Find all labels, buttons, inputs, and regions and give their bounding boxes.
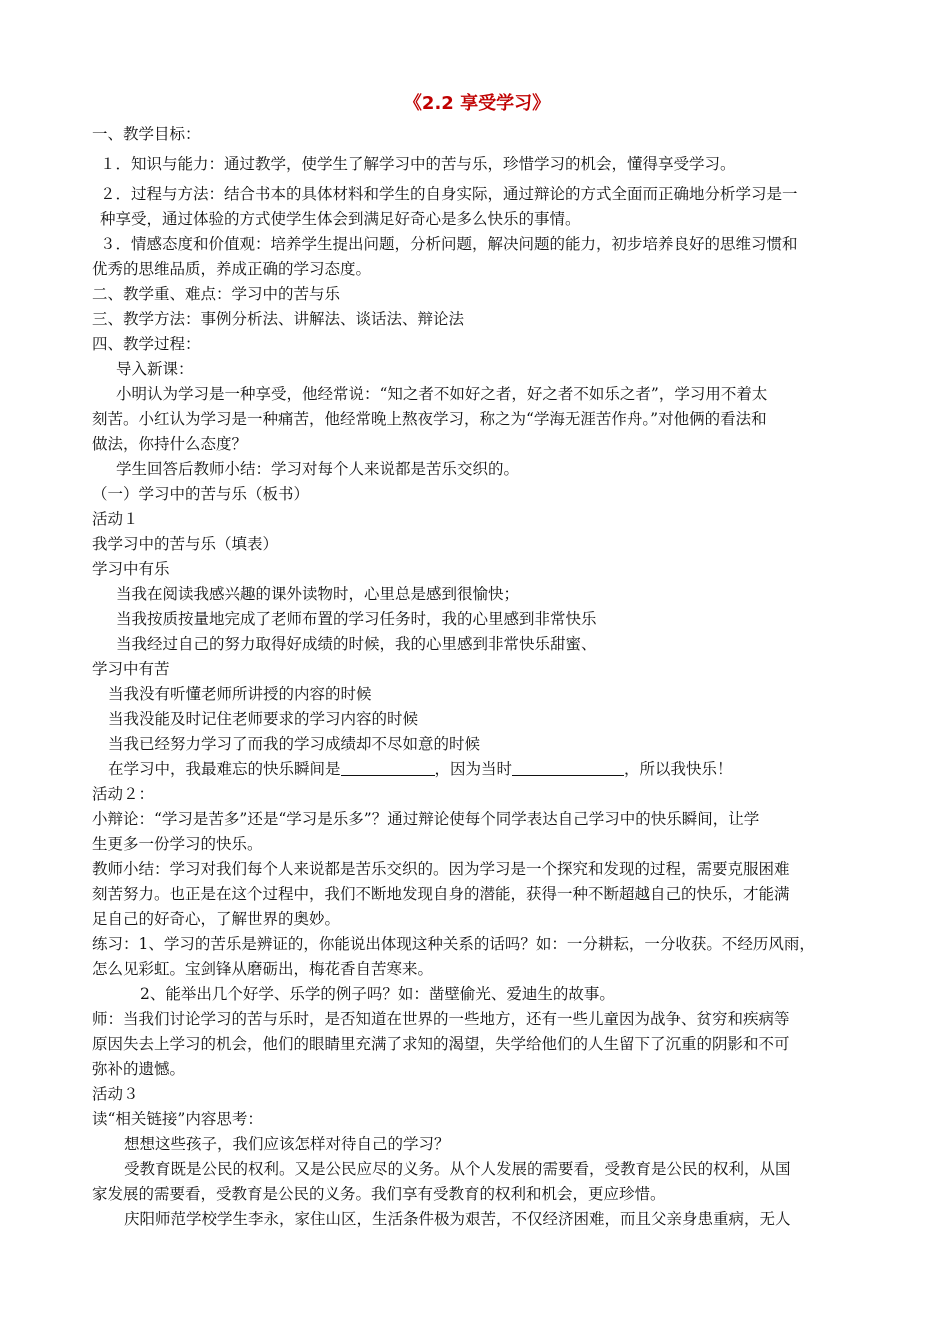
think-question: 想想这些孩子，我们应该怎样对待自己的学习？	[124, 1135, 450, 1153]
activity-3-heading: 活动３	[92, 1085, 139, 1103]
section-heading-process: 四、教学过程：	[92, 335, 201, 353]
section-heading-goals: 一、教学目标：	[92, 125, 201, 143]
fill-text-part1: 在学习中，我最难忘的快乐瞬间是	[108, 760, 341, 778]
goal-attitude	[92, 232, 862, 282]
teacher-summary-line3: 足自己的好奇心，了解世界的奥妙。	[92, 910, 341, 928]
goal-process-line2: 种享受，通过体验的方式使学生体会到满足好奇心是多么快乐的事情。	[100, 210, 581, 228]
teacher-remark-line2: 原因失去上学习的机会，他们的眼睛里充满了求知的渴望，失学给他们的人生留下了沉重的阴影和不可	[92, 1035, 790, 1053]
section-heading-key-points: 二、教学重、难点：学习中的苦与乐	[92, 285, 341, 303]
goal-knowledge: １．知识与能力：通过教学，使学生了解学习中的苦与乐，珍惜学习的机会，懂得享受学习。	[100, 155, 736, 173]
bitter-item: 当我没能及时记住老师要求的学习内容的时候	[108, 710, 419, 728]
goal-process-line1: ２．过程与方法：结合书本的具体材料和学生的自身实际，通过辩论的方式全面而正确地分析学习是一	[100, 185, 798, 203]
intro-label: 导入新课：	[116, 360, 194, 378]
document-title: 《2.2 享受学习》	[403, 93, 551, 114]
joy-item: 当我经过自己的努力取得好成绩的时候，我的心里感到非常快乐甜蜜、	[116, 635, 597, 653]
bitter-item: 当我已经努力学习了而我的学习成绩却不尽如意的时候	[108, 735, 481, 753]
exercise-2: 2、能举出几个好学、乐学的例子吗？如：凿壁偷光、爱迪生的故事。	[140, 985, 615, 1003]
activity-1-title: 我学习中的苦与乐（填表）	[92, 535, 279, 553]
teacher-summary-line1: 教师小结：学习对我们每个人来说都是苦乐交织的。因为学习是一个探究和发现的过程，需要克服困难	[92, 860, 790, 878]
part-one-heading: （一）学习中的苦与乐（板书）	[92, 485, 310, 503]
story-line1: 庆阳师范学校学生李永，家住山区，生活条件极为艰苦，不仅经济困难，而且父亲身患重病，无人	[124, 1210, 791, 1228]
fill-blank-reason[interactable]	[512, 759, 624, 776]
debate-line1: 小辩论：“学习是苦多”还是“学习是乐多”？通过辩论使每个同学表达自己学习中的快乐瞬间，让学	[92, 810, 760, 828]
related-link-prompt: 读“相关链接”内容思考：	[92, 1110, 263, 1128]
teacher-summary-line2: 刻苦努力。也正是在这个过程中，我们不断地发现自身的潜能，获得一种不断超越自己的快乐，才能满	[92, 885, 790, 903]
fill-text-part2: ，因为当时	[434, 760, 513, 778]
education-line1: 受教育既是公民的权利。又是公民应尽的义务。从个人发展的需要看，受教育是公民的权利，从国	[124, 1160, 791, 1178]
joy-item: 当我按质按量地完成了老师布置的学习任务时，我的心里感到非常快乐	[116, 610, 597, 628]
fill-blank-moment[interactable]	[341, 759, 435, 776]
intro-text-line1: 小明认为学习是一种享受，他经常说：“知之者不如好之者，好之者不如乐之者”，学习用不着太	[116, 385, 768, 403]
intro-text-line3: 做法，你持什么态度？	[92, 435, 248, 453]
fill-in-sentence	[92, 757, 862, 782]
intro-text-line2: 刻苦。小红认为学习是一种痛苦，他经常晚上熬夜学习，称之为“学海无涯苦作舟。”对他俩的看法和	[92, 410, 767, 428]
goal-attitude-line2: 优秀的思维品质，养成正确的学习态度。	[92, 260, 372, 278]
joy-heading: 学习中有乐	[92, 560, 170, 578]
section-heading-methods: 三、教学方法：事例分析法、讲解法、谈话法、辩论法	[92, 310, 465, 328]
exercise-1-line1: 练习：1、学习的苦乐是辨证的，你能说出体现这种关系的话吗？如：一分耕耘，一分收获。不经历风雨，	[92, 935, 815, 953]
goal-attitude-line1: ３．情感态度和价值观：培养学生提出问题，分析问题，解决问题的能力，初步培养良好的思维习惯和	[100, 235, 798, 253]
document-page	[92, 92, 862, 1232]
activity-1-heading: 活动１	[92, 510, 139, 528]
education-line2: 家发展的需要看，受教育是公民的义务。我们享有受教育的权利和机会，更应珍惜。	[92, 1185, 666, 1203]
intro-summary: 学生回答后教师小结：学习对每个人来说都是苦乐交织的。	[116, 460, 520, 478]
debate-line2: 生更多一份学习的快乐。	[92, 835, 263, 853]
teacher-remark-line1: 师：当我们讨论学习的苦与乐时，是否知道在世界的一些地方，还有一些儿童因为战争、贫穷和疾病等	[92, 1010, 790, 1028]
goal-process	[92, 182, 862, 232]
fill-text-part3: ，所以我快乐！	[624, 760, 733, 778]
activity-2-heading: 活动２：	[92, 785, 155, 803]
bitter-item: 当我没有听懂老师所讲授的内容的时候	[108, 685, 372, 703]
teacher-remark-line3: 弥补的遗憾。	[92, 1060, 186, 1078]
bitter-heading: 学习中有苦	[92, 660, 170, 678]
joy-item: 当我在阅读我感兴趣的课外读物时，心里总是感到很愉快；	[116, 585, 520, 603]
exercise-1-line2: 怎么见彩虹。宝剑锋从磨砺出，梅花香自苦寒来。	[92, 960, 434, 978]
